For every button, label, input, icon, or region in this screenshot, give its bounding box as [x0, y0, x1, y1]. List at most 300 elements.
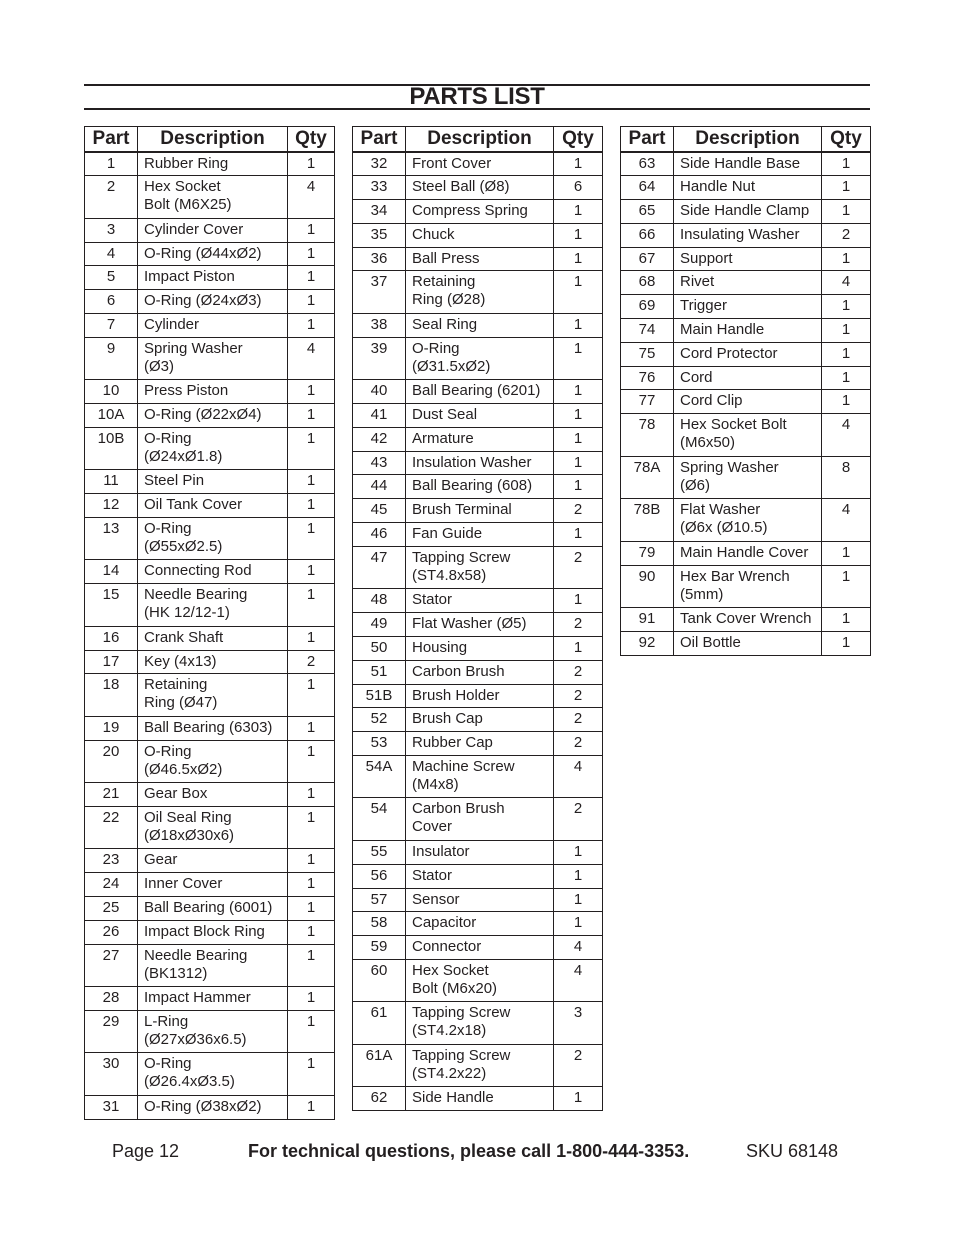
part-number: 28	[85, 987, 138, 1011]
table-row	[85, 1053, 335, 1096]
part-quantity: 1	[554, 589, 603, 613]
part-number: 14	[85, 560, 138, 584]
description-line: (Ø6)	[680, 476, 710, 494]
column-header-qty: Qty	[822, 127, 871, 153]
description-line: (ST4.2x22)	[412, 1064, 487, 1082]
description-line: Connector	[412, 938, 482, 956]
part-number: 37	[353, 271, 406, 314]
description-line: Cover	[412, 818, 453, 836]
part-description	[138, 650, 288, 674]
part-quantity: 2	[554, 613, 603, 637]
part-quantity: 1	[554, 912, 603, 936]
description-line: Impact Piston	[144, 268, 235, 286]
table-row	[85, 266, 335, 290]
table-row	[353, 380, 603, 404]
table-row	[85, 1095, 335, 1119]
part-description	[674, 499, 822, 542]
description-line: Insulator	[412, 842, 470, 860]
table-row	[353, 200, 603, 224]
part-quantity: 1	[822, 541, 871, 565]
part-number: 36	[353, 247, 406, 271]
table-row	[85, 1010, 335, 1053]
part-number: 10	[85, 380, 138, 404]
description-line: Hex Socket	[144, 178, 221, 196]
description-line: Ring (Ø47)	[144, 694, 218, 712]
description-line: Armature	[412, 429, 474, 447]
part-description	[138, 987, 288, 1011]
description-line: Ball Bearing (6303)	[144, 718, 273, 736]
part-description	[674, 342, 822, 366]
part-quantity: 1	[554, 451, 603, 475]
description-line: Insulation Washer	[412, 453, 532, 471]
table-row	[85, 290, 335, 314]
description-line: (Ø46.5xØ2)	[144, 760, 223, 778]
table-row	[621, 366, 871, 390]
part-number: 53	[353, 732, 406, 756]
column-header-description: Description	[138, 127, 288, 153]
part-description	[406, 660, 554, 684]
parts-table-1	[84, 126, 335, 1120]
description-line: Steel Pin	[144, 472, 205, 490]
table-row	[353, 223, 603, 247]
table-row	[353, 1002, 603, 1045]
table-row	[85, 404, 335, 428]
table-row	[353, 427, 603, 451]
description-line: O-Ring (Ø44xØ2)	[144, 244, 262, 262]
table-row	[353, 840, 603, 864]
description-line: Carbon Brush	[412, 800, 505, 818]
table-row	[85, 470, 335, 494]
description-line: Brush Terminal	[412, 501, 512, 519]
part-description	[138, 290, 288, 314]
description-line: Rivet	[680, 273, 715, 291]
part-number: 50	[353, 636, 406, 660]
description-line: (M6x50)	[680, 434, 736, 452]
description-line: Cord Clip	[680, 392, 743, 410]
part-quantity: 1	[822, 319, 871, 343]
part-quantity: 1	[554, 271, 603, 314]
part-number: 15	[85, 584, 138, 627]
part-description	[406, 475, 554, 499]
part-description	[674, 152, 822, 176]
part-description	[406, 152, 554, 176]
table-row	[353, 475, 603, 499]
part-description	[138, 380, 288, 404]
description-line: Ball Bearing (608)	[412, 477, 533, 495]
description-line: Brush Cap	[412, 710, 483, 728]
part-quantity: 4	[822, 414, 871, 457]
part-description	[406, 1002, 554, 1045]
description-line: Machine Screw	[412, 757, 515, 775]
part-number: 17	[85, 650, 138, 674]
table-row	[353, 152, 603, 176]
part-number: 33	[353, 176, 406, 200]
description-line: Cord Protector	[680, 344, 778, 362]
part-number: 61A	[353, 1044, 406, 1087]
part-quantity: 1	[822, 366, 871, 390]
table-row	[621, 271, 871, 295]
part-number: 61	[353, 1002, 406, 1045]
table-row	[621, 499, 871, 542]
description-line: Gear Box	[144, 785, 208, 803]
part-number: 9	[85, 337, 138, 380]
part-quantity: 6	[554, 176, 603, 200]
description-line: Support	[680, 249, 733, 267]
part-number: 90	[621, 565, 674, 608]
part-number: 26	[85, 920, 138, 944]
part-number: 25	[85, 897, 138, 921]
table-row	[353, 684, 603, 708]
part-description	[138, 152, 288, 176]
page-number: Page 12	[112, 1141, 180, 1161]
part-number: 41	[353, 404, 406, 428]
part-number: 40	[353, 380, 406, 404]
table-row	[353, 959, 603, 1002]
table-row	[621, 456, 871, 499]
part-number: 2	[85, 176, 138, 219]
description-line: Brush Holder	[412, 686, 500, 704]
table-row	[85, 242, 335, 266]
part-number: 54A	[353, 755, 406, 798]
description-line: Cylinder	[144, 315, 200, 333]
part-description	[406, 684, 554, 708]
table-row	[85, 944, 335, 987]
part-number: 51	[353, 660, 406, 684]
description-line: Front Cover	[412, 155, 492, 172]
table-row	[353, 247, 603, 271]
part-description	[138, 560, 288, 584]
technical-support-phone: For technical questions, please call 1-800-444-3353.	[248, 1141, 690, 1161]
part-description	[138, 313, 288, 337]
part-number: 10B	[85, 427, 138, 470]
column-header-description: Description	[406, 127, 554, 153]
description-line: Ring (Ø28)	[412, 291, 486, 309]
part-quantity: 1	[288, 806, 335, 849]
description-line: Bolt (M6x20)	[412, 979, 498, 997]
part-quantity: 1	[554, 200, 603, 224]
part-quantity: 2	[554, 798, 603, 841]
part-quantity: 1	[554, 475, 603, 499]
part-number: 78A	[621, 456, 674, 499]
table-row	[621, 565, 871, 608]
part-number: 5	[85, 266, 138, 290]
part-quantity: 1	[288, 313, 335, 337]
part-number: 6	[85, 290, 138, 314]
description-line: Flat Washer (Ø5)	[412, 615, 527, 633]
part-quantity: 4	[554, 755, 603, 798]
description-line: (Ø6x (Ø10.5)	[680, 519, 768, 537]
part-quantity: 1	[822, 342, 871, 366]
part-quantity: 4	[554, 959, 603, 1002]
part-number: 78	[621, 414, 674, 457]
description-line: (Ø55xØ2.5)	[144, 537, 223, 555]
part-number: 23	[85, 849, 138, 873]
part-description	[406, 589, 554, 613]
description-line: Connecting Rod	[144, 562, 252, 580]
description-line: Hex Bar Wrench	[680, 567, 790, 585]
description-line: Tank Cover Wrench	[680, 610, 812, 628]
part-description	[138, 920, 288, 944]
part-number: 74	[621, 319, 674, 343]
description-line: Carbon Brush	[412, 662, 505, 680]
part-number: 77	[621, 390, 674, 414]
part-quantity: 1	[822, 608, 871, 632]
part-number: 75	[621, 342, 674, 366]
part-quantity: 1	[288, 674, 335, 717]
table-row	[85, 337, 335, 380]
part-description	[406, 427, 554, 451]
table-row	[85, 560, 335, 584]
description-line: Tapping Screw	[412, 548, 511, 566]
part-quantity: 3	[554, 1002, 603, 1045]
description-line: Spring Washer	[144, 339, 243, 357]
description-line: O-Ring (Ø38xØ2)	[144, 1097, 262, 1115]
part-quantity: 2	[554, 660, 603, 684]
part-quantity: 1	[554, 1087, 603, 1111]
description-line: L-Ring	[144, 1012, 189, 1030]
part-number: 67	[621, 247, 674, 271]
description-line: Needle Bearing	[144, 586, 248, 604]
table-row	[621, 414, 871, 457]
description-line: Needle Bearing	[144, 946, 248, 964]
part-number: 49	[353, 613, 406, 637]
description-line: O-Ring	[412, 339, 460, 357]
part-quantity: 1	[554, 888, 603, 912]
description-line: Impact Hammer	[144, 989, 251, 1007]
description-line: (Ø3)	[144, 357, 174, 375]
part-number: 54	[353, 798, 406, 841]
part-number: 48	[353, 589, 406, 613]
part-quantity: 1	[288, 944, 335, 987]
part-number: 16	[85, 626, 138, 650]
part-description	[406, 864, 554, 888]
table-row	[353, 1044, 603, 1087]
description-line: O-Ring	[144, 519, 192, 537]
part-description	[138, 242, 288, 266]
part-number: 78B	[621, 499, 674, 542]
part-quantity: 1	[288, 584, 335, 627]
parts-table-3	[620, 126, 871, 656]
part-number: 64	[621, 176, 674, 200]
part-number: 10A	[85, 404, 138, 428]
part-number: 92	[621, 631, 674, 655]
description-line: Stator	[412, 866, 453, 884]
part-number: 30	[85, 1053, 138, 1096]
description-line: Retaining	[412, 273, 476, 291]
description-line: Oil Seal Ring	[144, 808, 232, 826]
part-description	[406, 912, 554, 936]
part-description	[674, 223, 822, 247]
part-number: 3	[85, 218, 138, 242]
table-row	[85, 218, 335, 242]
part-quantity: 1	[554, 313, 603, 337]
part-quantity: 1	[288, 873, 335, 897]
part-quantity: 1	[288, 1053, 335, 1096]
part-quantity: 1	[554, 636, 603, 660]
part-quantity: 1	[822, 176, 871, 200]
description-line: O-Ring (Ø22xØ4)	[144, 406, 262, 424]
part-quantity: 1	[288, 626, 335, 650]
part-number: 46	[353, 523, 406, 547]
part-quantity: 1	[288, 740, 335, 783]
part-description	[674, 456, 822, 499]
part-quantity: 1	[288, 470, 335, 494]
description-line: Stator	[412, 591, 453, 609]
part-number: 62	[353, 1087, 406, 1111]
part-description	[138, 873, 288, 897]
part-quantity: 8	[822, 456, 871, 499]
table-row	[85, 626, 335, 650]
part-description	[674, 541, 822, 565]
table-row	[621, 631, 871, 655]
part-number: 76	[621, 366, 674, 390]
part-description	[138, 716, 288, 740]
description-line: Cylinder Cover	[144, 220, 244, 238]
part-number: 43	[353, 451, 406, 475]
table-row	[353, 451, 603, 475]
part-description	[406, 613, 554, 637]
description-line: O-Ring (Ø24xØ3)	[144, 292, 262, 310]
part-number: 35	[353, 223, 406, 247]
part-description	[406, 499, 554, 523]
part-quantity: 2	[822, 223, 871, 247]
part-number: 29	[85, 1010, 138, 1053]
part-number: 58	[353, 912, 406, 936]
page-title: PARTS LIST	[409, 83, 545, 110]
description-line: Steel Ball (Ø8)	[412, 178, 510, 196]
part-number: 63	[621, 152, 674, 176]
part-quantity: 1	[288, 897, 335, 921]
table-row	[85, 494, 335, 518]
part-description	[674, 390, 822, 414]
description-line: Flat Washer	[680, 501, 761, 519]
table-row	[85, 716, 335, 740]
part-number: 38	[353, 313, 406, 337]
table-row	[353, 912, 603, 936]
description-line: Inner Cover	[144, 875, 223, 893]
part-number: 27	[85, 944, 138, 987]
description-line: Seal Ring	[412, 315, 478, 333]
part-quantity: 1	[822, 295, 871, 319]
part-number: 60	[353, 959, 406, 1002]
part-number: 91	[621, 608, 674, 632]
part-description	[674, 565, 822, 608]
description-line: Side Handle Base	[680, 155, 801, 172]
table-row	[621, 200, 871, 224]
part-description	[406, 1044, 554, 1087]
part-number: 19	[85, 716, 138, 740]
part-number: 79	[621, 541, 674, 565]
part-number: 69	[621, 295, 674, 319]
part-description	[406, 176, 554, 200]
part-description	[138, 783, 288, 807]
title-rule-bottom	[84, 108, 870, 110]
table-row	[353, 636, 603, 660]
description-line: Chuck	[412, 225, 455, 243]
part-description	[406, 1087, 554, 1111]
table-row	[85, 674, 335, 717]
part-description	[138, 337, 288, 380]
part-description	[406, 380, 554, 404]
table-row	[85, 873, 335, 897]
table-row	[353, 798, 603, 841]
part-quantity: 1	[554, 404, 603, 428]
part-description	[406, 523, 554, 547]
part-number: 1	[85, 152, 138, 176]
table-row	[353, 708, 603, 732]
table-row	[353, 546, 603, 589]
description-line: Spring Washer	[680, 458, 779, 476]
part-quantity: 4	[822, 271, 871, 295]
part-description	[138, 218, 288, 242]
part-quantity: 1	[822, 390, 871, 414]
description-line: (Ø31.5xØ2)	[412, 357, 491, 375]
part-number: 45	[353, 499, 406, 523]
part-quantity: 1	[288, 218, 335, 242]
description-line: Crank Shaft	[144, 628, 224, 646]
table-row	[621, 247, 871, 271]
part-description	[138, 674, 288, 717]
part-description	[138, 1010, 288, 1053]
table-row	[353, 660, 603, 684]
description-line: (Ø27xØ36x6.5)	[144, 1030, 247, 1048]
description-line: Side Handle Clamp	[680, 202, 810, 220]
description-line: Rubber Ring	[144, 155, 229, 172]
part-quantity: 1	[288, 560, 335, 584]
description-line: Oil Bottle	[680, 633, 741, 651]
description-line: (Ø24xØ1.8)	[144, 447, 223, 465]
part-number: 47	[353, 546, 406, 589]
description-line: (Ø26.4xØ3.5)	[144, 1073, 235, 1091]
table-row	[85, 849, 335, 873]
part-quantity: 1	[288, 494, 335, 518]
table-row	[85, 987, 335, 1011]
part-description	[406, 404, 554, 428]
part-quantity: 1	[554, 223, 603, 247]
part-quantity: 1	[288, 290, 335, 314]
description-line: O-Ring	[144, 429, 192, 447]
table-row	[85, 584, 335, 627]
table-row	[353, 755, 603, 798]
part-description	[406, 936, 554, 960]
part-quantity: 1	[554, 152, 603, 176]
part-quantity: 2	[288, 650, 335, 674]
table-row	[621, 152, 871, 176]
part-quantity: 1	[822, 152, 871, 176]
part-description	[138, 494, 288, 518]
description-line: Sensor	[412, 890, 460, 908]
table-row	[353, 499, 603, 523]
part-description	[674, 319, 822, 343]
part-description	[138, 740, 288, 783]
part-description	[406, 755, 554, 798]
table-row	[353, 888, 603, 912]
part-quantity: 1	[288, 1095, 335, 1119]
description-line: Press Piston	[144, 382, 229, 400]
part-description	[138, 944, 288, 987]
part-description	[138, 626, 288, 650]
part-quantity: 1	[554, 840, 603, 864]
description-line: Gear	[144, 851, 178, 869]
table-row	[85, 806, 335, 849]
table-row	[85, 152, 335, 176]
part-description	[406, 451, 554, 475]
part-quantity: 1	[288, 920, 335, 944]
table-row	[85, 920, 335, 944]
part-quantity: 1	[288, 242, 335, 266]
part-description	[138, 404, 288, 428]
column-header-qty: Qty	[554, 127, 603, 153]
